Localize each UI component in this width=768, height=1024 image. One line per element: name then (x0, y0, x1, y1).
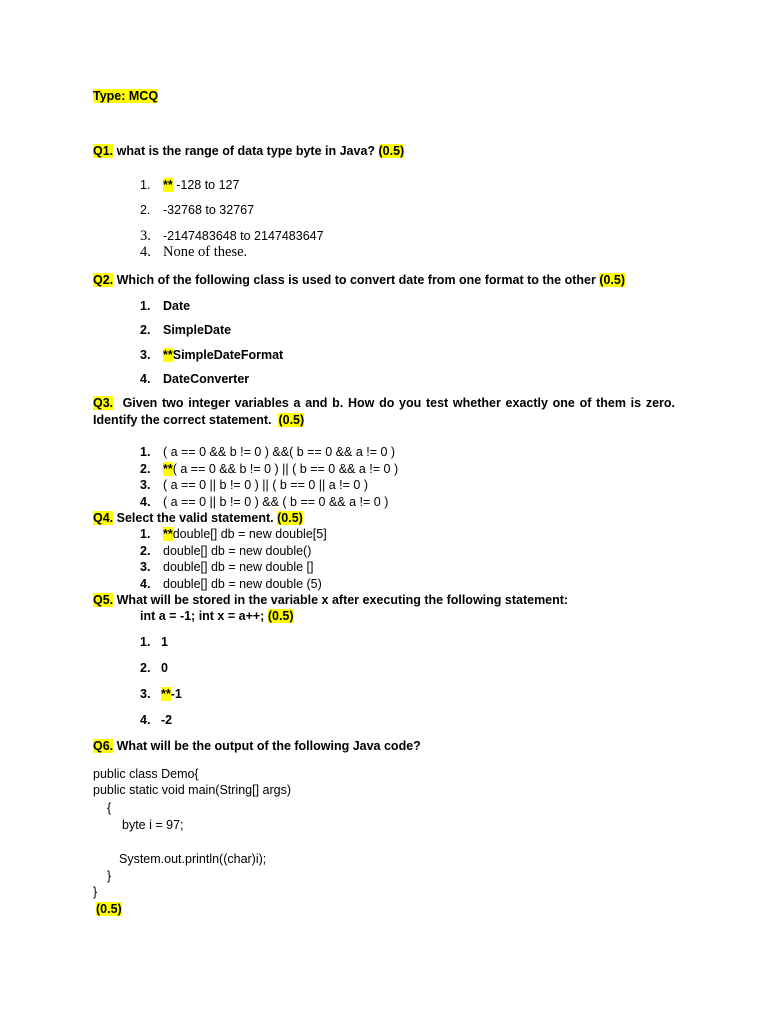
q3-label: Q3. (93, 396, 114, 410)
correct-answer-marker: ** (163, 527, 173, 541)
q5-option-2-number: 2. (140, 661, 151, 675)
code-line: { (107, 801, 112, 815)
q5-option-4-number: 4. (140, 713, 151, 727)
q4-option-3-text: double[] db = new double [] (163, 560, 314, 574)
q6-mark-line (96, 901, 122, 917)
q4-option-4-number: 4. (140, 577, 151, 591)
q4-option-1-text: double[] db = new double[5] (172, 527, 327, 541)
q5-option-3-text: -1 (170, 687, 182, 701)
q4-option-1-number: 1. (140, 527, 151, 541)
q3-option-1-number: 1. (140, 445, 151, 459)
code-line: System.out.println((char)i); (119, 852, 267, 866)
q2-option-3-text: SimpleDateFormat (172, 348, 284, 362)
q5-option-3-number: 3. (140, 687, 151, 701)
q1-option-4-number: 4. (140, 244, 151, 260)
q1-option-2-number: 2. (140, 203, 151, 217)
q5-option-2-text: 0 (161, 661, 168, 675)
correct-answer-marker: ** (163, 178, 173, 192)
q3-option-3-text: ( a == 0 || b != 0 ) || ( b == 0 || a != 0 ) (163, 478, 369, 492)
q6-label: Q6. (93, 739, 114, 753)
q1-option-3-number: 3. (140, 228, 151, 244)
q1-option-3-text: -2147483648 to 2147483647 (163, 229, 324, 243)
q2-option-1-number: 1. (140, 299, 151, 313)
q4-option-2-number: 2. (140, 544, 151, 558)
q5-text: What will be stored in the variable x after executing the following statement: (113, 593, 569, 607)
code-line: } (107, 869, 112, 883)
question-5 (93, 592, 568, 608)
q4-option-3-number: 3. (140, 560, 151, 574)
q2-option-2-number: 2. (140, 323, 151, 337)
q1-option-1-number: 1. (140, 178, 151, 192)
type-label (93, 88, 158, 104)
q5-mark: (0.5) (267, 609, 294, 623)
q5-option-4-text: -2 (161, 713, 173, 727)
correct-answer-marker: ** (163, 348, 173, 362)
q1-option-1-text: -128 to 127 (172, 178, 240, 192)
q3-text: Given two integer variables a and b. How do you test whether exactly one of them is zero. Identify the correct statement. (93, 396, 679, 427)
q2-option-4-text: DateConverter (163, 372, 250, 386)
q6-text: What will be the output of the following Java code? (113, 739, 421, 753)
q3-option-1-text: ( a == 0 && b != 0 ) &&( b == 0 && a != 0 ) (163, 445, 396, 459)
q5-subline (140, 608, 294, 624)
question-3 (93, 395, 679, 428)
q3-mark: (0.5) (278, 412, 305, 427)
q5-label: Q5. (93, 593, 114, 607)
question-4 (93, 510, 303, 526)
code-line: byte i = 97; (122, 818, 184, 832)
q3-option-4-number: 4. (140, 495, 151, 509)
q2-option-3-number: 3. (140, 348, 151, 362)
q2-label: Q2. (93, 273, 114, 287)
q1-option-2-text: -32768 to 32767 (163, 203, 255, 217)
q3-option-4-text: ( a == 0 || b != 0 ) && ( b == 0 && a != 0 ) (163, 495, 389, 509)
q2-text: Which of the following class is used to convert date from one format to the other (113, 273, 600, 287)
q1-text: what is the range of data type byte in Java? (113, 144, 379, 158)
q3-option-2-text: ( a == 0 && b != 0 ) || ( b == 0 && a != 0 ) (172, 462, 399, 476)
q2-option-1-text: Date (163, 299, 191, 313)
correct-answer-marker: ** (163, 462, 173, 476)
question-1 (93, 143, 404, 159)
question-6 (93, 738, 421, 754)
q2-mark: (0.5) (599, 273, 626, 287)
q1-option-4-text: None of these. (163, 244, 248, 260)
q3-option-2-number: 2. (140, 462, 151, 476)
q5-option-1-text: 1 (161, 635, 168, 649)
code-line: public static void main(String[] args) (93, 783, 291, 797)
q1-mark: (0.5) (378, 144, 405, 158)
q4-mark: (0.5) (277, 511, 303, 525)
code-line: } (93, 885, 98, 899)
type-label-text: Type: MCQ (93, 89, 159, 103)
q4-option-4-text: double[] db = new double (5) (163, 577, 322, 591)
q2-option-4-number: 4. (140, 372, 151, 386)
question-2 (93, 272, 625, 288)
q5-subline-text: int a = -1; int x = a++; (140, 609, 268, 623)
q3-option-3-number: 3. (140, 478, 151, 492)
q2-option-2-text: SimpleDate (163, 323, 232, 337)
q5-option-1-number: 1. (140, 635, 151, 649)
q1-label: Q1. (93, 144, 114, 158)
q4-text: Select the valid statement. (113, 511, 278, 525)
q4-option-2-text: double[] db = new double() (163, 544, 312, 558)
q4-label: Q4. (93, 511, 114, 525)
code-line: public class Demo{ (93, 767, 199, 781)
q6-mark: (0.5) (96, 902, 122, 916)
correct-answer-marker: ** (161, 687, 171, 701)
